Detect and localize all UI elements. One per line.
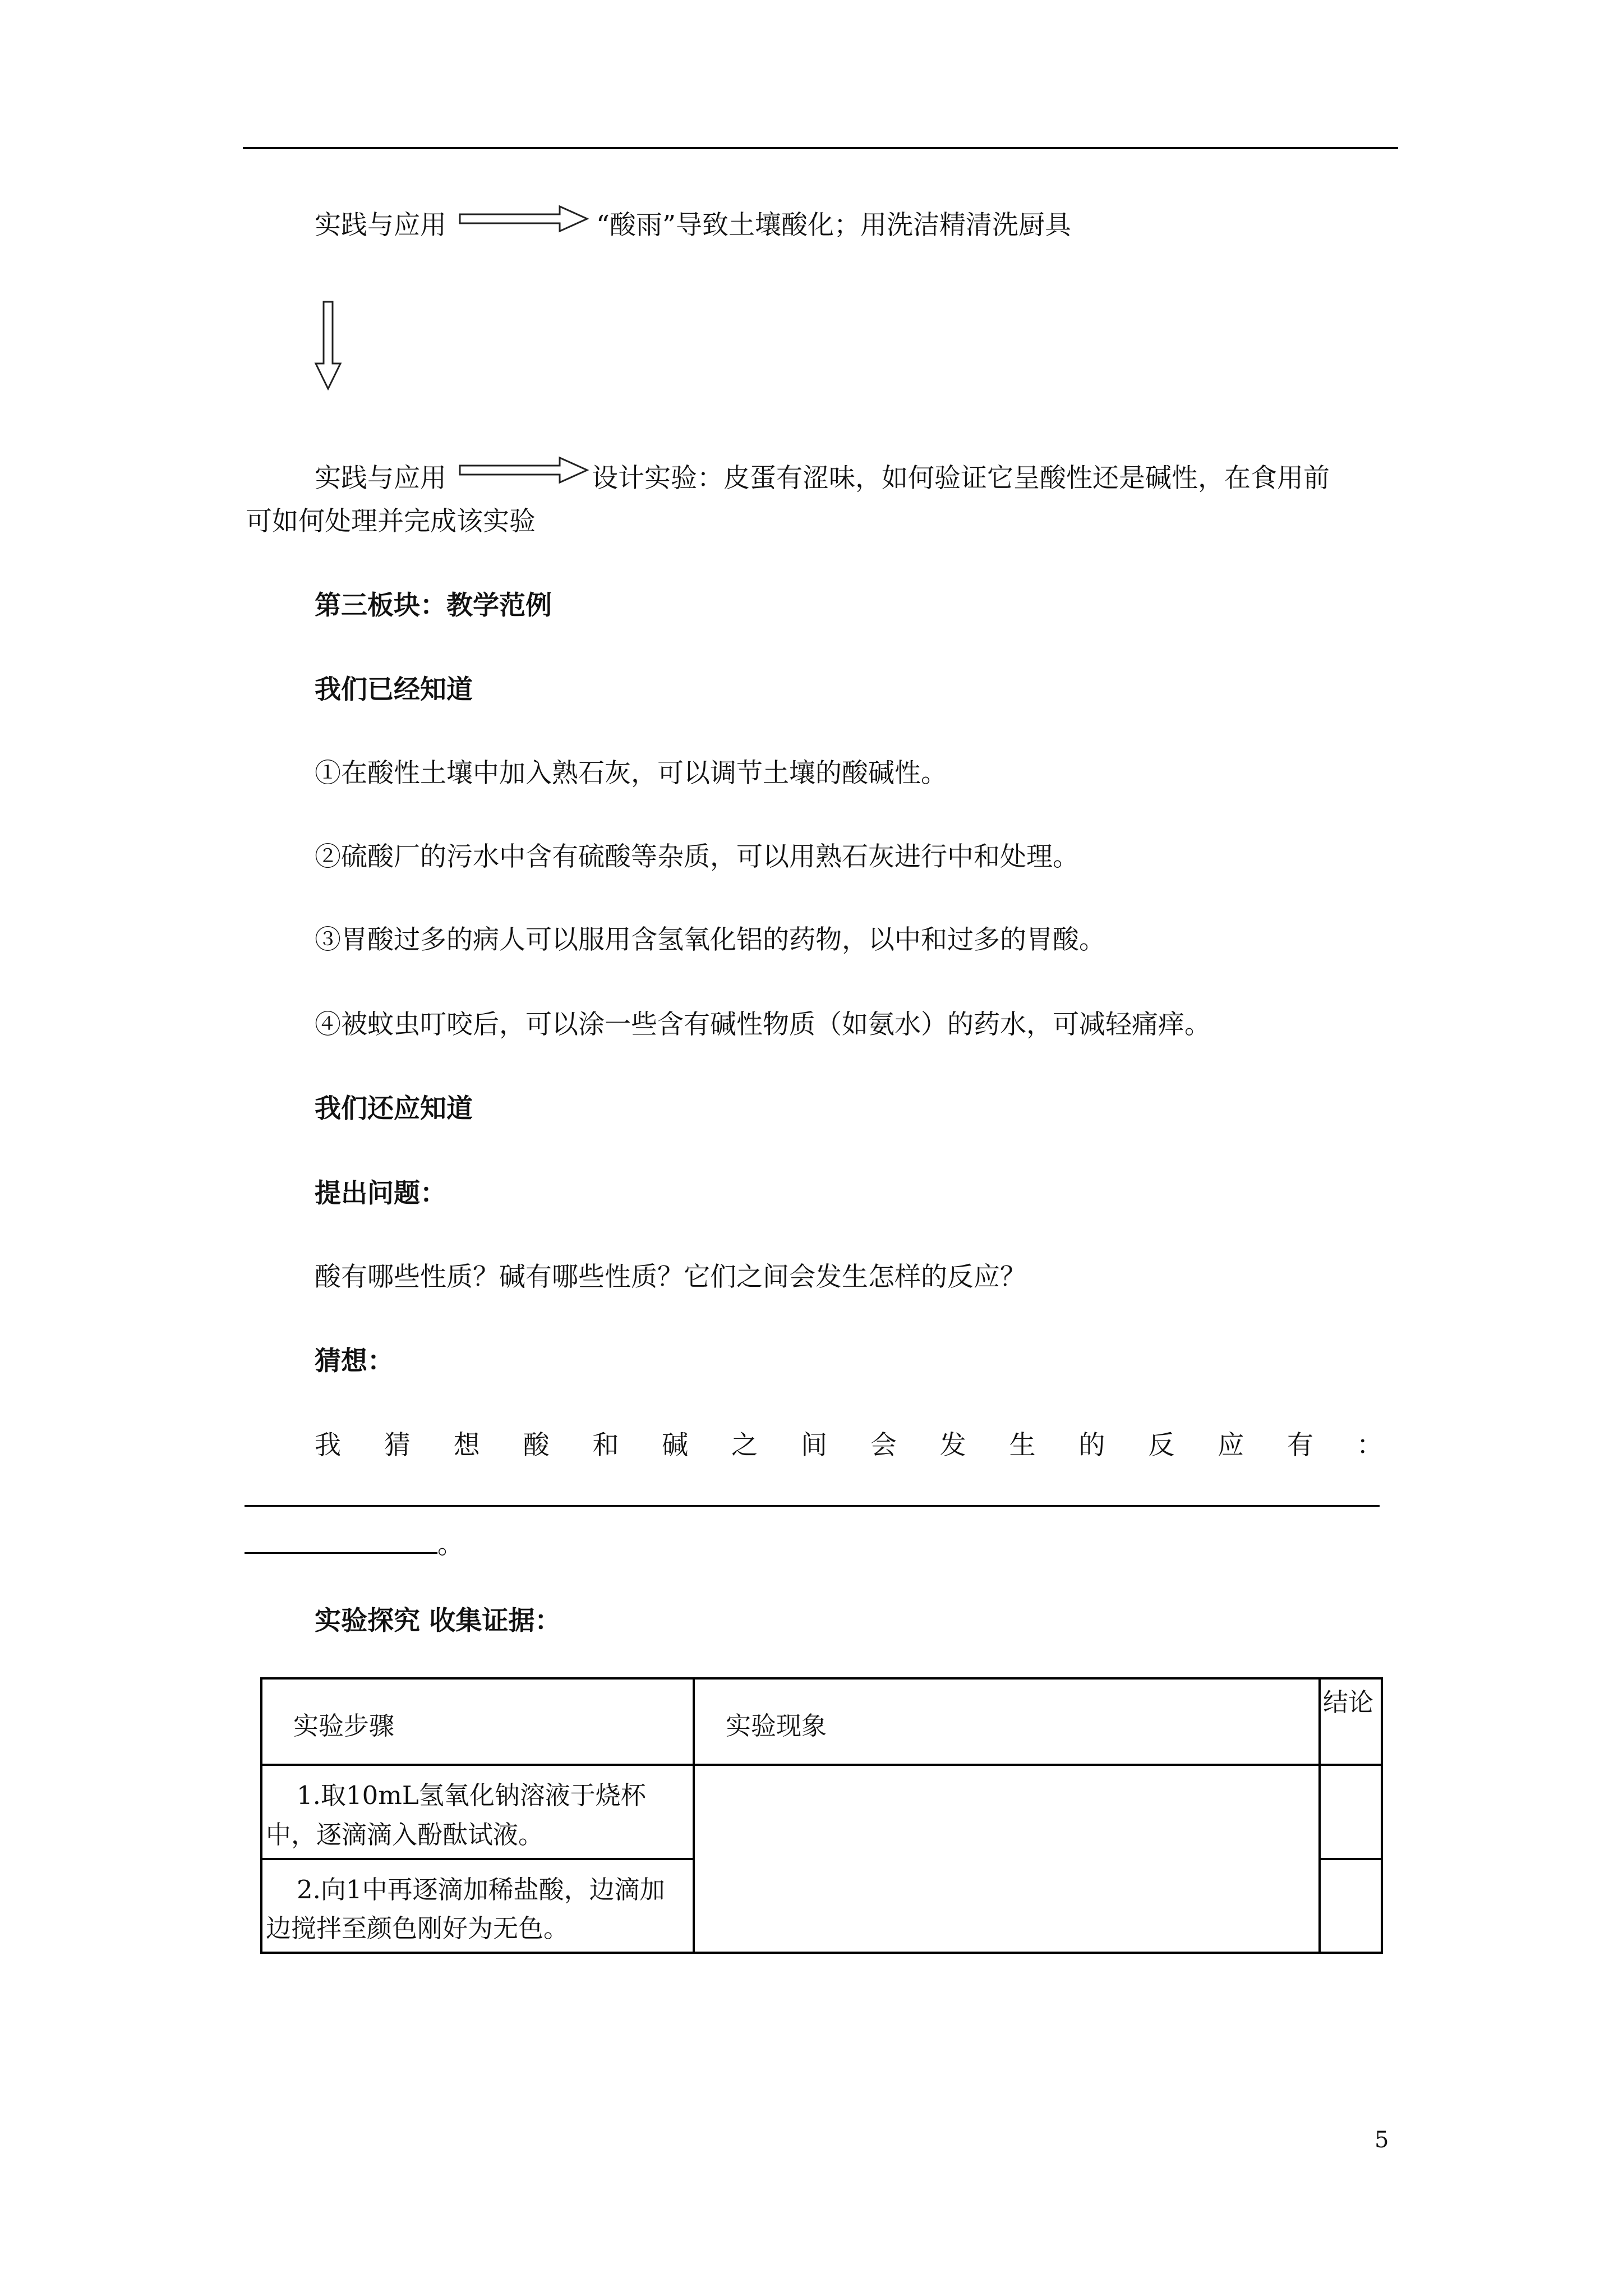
guess-char: 和 (592, 1430, 619, 1461)
section-title: 第三板块：教学范例 (315, 590, 552, 621)
guess-char: 反 (1148, 1430, 1175, 1461)
guess-char: 想 (453, 1430, 480, 1461)
header-rule (243, 147, 1398, 149)
conclusion-cell[interactable] (1320, 1765, 1382, 1859)
known-item-4: ④被蚊虫叮咬后，可以涂一些含有碱性物质（如氨水）的药水，可减轻痛痒。 (315, 1009, 1211, 1040)
table-header-row (261, 1678, 1382, 1765)
guess-char: 生 (1009, 1430, 1036, 1461)
conclusion-cell[interactable] (1320, 1859, 1382, 1953)
experiment-table (260, 1677, 1383, 1954)
experiment-heading: 实验探究 收集证据： (315, 1605, 561, 1636)
page-number: 5 (1375, 2127, 1389, 2153)
guess-char: 会 (870, 1430, 897, 1461)
flow-text-1: “酸雨”导致土壤酸化；用洗洁精清洗厨具 (596, 210, 1072, 241)
flow-label-1: 实践与应用 (315, 210, 446, 241)
guess-char: ： (1356, 1430, 1383, 1461)
guess-char: 我 (315, 1430, 341, 1461)
header-phenomena: 实验现象 (694, 1678, 1320, 1765)
table-row (261, 1765, 1382, 1859)
guess-char: 有 (1287, 1430, 1314, 1461)
flow-label-2: 实践与应用 (315, 463, 446, 494)
step-text: 1.取10mL氢氧化钠溶液于烧杯中，逐滴滴入酚酞试液。 (266, 1780, 646, 1849)
guess-char: 酸 (523, 1430, 550, 1461)
phenomena-cell[interactable] (694, 1765, 1320, 1953)
step-text: 2.向1中再逐滴加稀盐酸，边滴加边搅拌至颜色刚好为无色。 (266, 1874, 665, 1944)
guess-heading: 猜想： (315, 1346, 394, 1377)
guess-char: 的 (1078, 1430, 1105, 1461)
guess-char: 猜 (384, 1430, 411, 1461)
known-item-1: ①在酸性土壤中加入熟石灰，可以调节土壤的酸碱性。 (315, 758, 947, 789)
guess-char: 碱 (662, 1430, 689, 1461)
guess-char: 间 (801, 1430, 828, 1461)
known-item-3: ③胃酸过多的病人可以服用含氢氧化铝的药物，以中和过多的胃酸。 (315, 924, 1105, 955)
guess-end-mark: 。 (437, 1529, 464, 1560)
known-heading: 我们已经知道 (315, 674, 473, 705)
flow-text-2-line2: 可如何处理并完成该实验 (246, 506, 536, 537)
question-heading: 提出问题： (315, 1178, 446, 1209)
right-arrow-icon (459, 456, 589, 484)
header-steps: 实验步骤 (261, 1678, 694, 1765)
answer-blank-line[interactable] (245, 1552, 437, 1554)
header-conclusion: 结论 (1320, 1678, 1382, 1765)
should-know-heading: 我们还应知道 (315, 1093, 473, 1124)
guess-char: 发 (939, 1430, 966, 1461)
guess-char: 之 (731, 1430, 758, 1461)
step-cell (261, 1765, 694, 1859)
right-arrow-icon (459, 205, 589, 233)
known-item-2: ②硫酸厂的污水中含有硫酸等杂质，可以用熟石灰进行中和处理。 (315, 841, 1079, 872)
guess-char: 应 (1218, 1430, 1244, 1461)
step-cell (261, 1859, 694, 1953)
down-arrow-icon (314, 301, 342, 390)
guess-line (315, 1430, 1383, 1461)
flow-text-2-line1: 设计实验：皮蛋有涩味，如何验证它呈酸性还是碱性，在食用前 (592, 463, 1330, 494)
question-text: 酸有哪些性质？碱有哪些性质？它们之间会发生怎样的反应？ (315, 1262, 1026, 1292)
answer-blank-line[interactable] (245, 1505, 1380, 1507)
